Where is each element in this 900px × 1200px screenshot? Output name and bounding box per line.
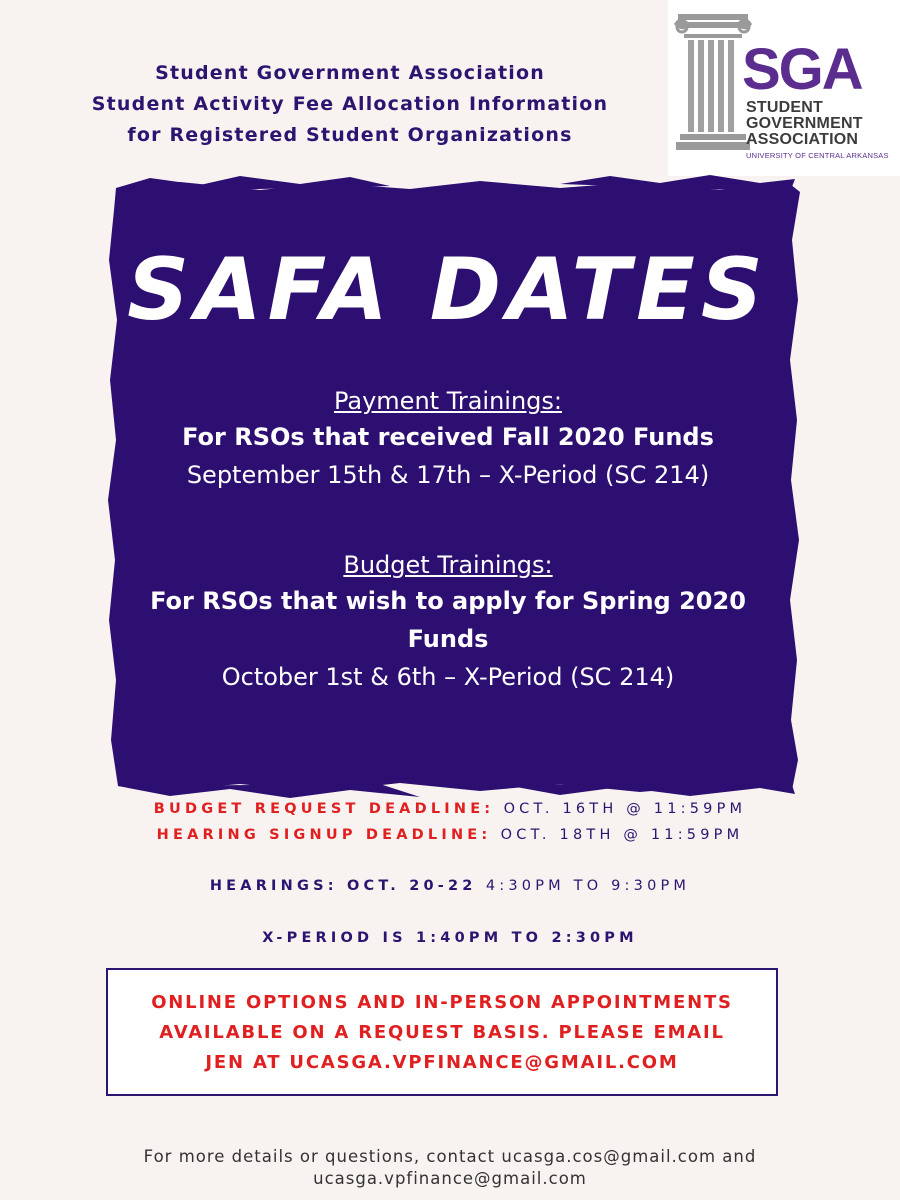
payment-trainings-heading: Payment Trainings: [334, 387, 562, 415]
hearing-signup-deadline [0, 827, 900, 843]
logo-abbr: SGA [742, 37, 862, 102]
header-line-2: Student Activity Fee Allocation Information [91, 93, 609, 115]
payment-trainings-block [108, 384, 788, 494]
budget-trainings-heading: Budget Trainings: [343, 551, 553, 579]
budget-trainings-subheading-2: Funds [407, 625, 489, 653]
footer-line-1: For more details or questions, contact ucasga.cos@gmail.com and [143, 1147, 757, 1166]
logo-line-3: ASSOCIATION [746, 131, 859, 148]
online-options-notice [106, 968, 778, 1096]
header-line-3: for Registered Student Organizations [127, 124, 573, 146]
budget-deadline-value: OCT. 16TH @ 11:59PM [503, 801, 747, 817]
budget-trainings-dates: October 1st & 6th – X-Period (SC 214) [221, 663, 675, 691]
hearings-value: 4:30PM TO 9:30PM [485, 878, 691, 894]
budget-trainings-subheading-1: For RSOs that wish to apply for Spring 2020 [150, 587, 746, 615]
logo-line-1: STUDENT [746, 99, 823, 116]
budget-request-deadline [0, 801, 900, 817]
notice-line-2: AVAILABLE ON A REQUEST BASIS. PLEASE EMAIL [159, 1022, 725, 1043]
payment-trainings-subheading: For RSOs that received Fall 2020 Funds [182, 423, 714, 451]
hearings-dates [0, 878, 900, 894]
x-period-info: X-PERIOD IS 1:40PM TO 2:30PM [262, 930, 638, 946]
safa-dates-title: SAFA DATES [127, 240, 769, 340]
budget-trainings-block [108, 548, 788, 696]
logo-line-2: GOVERNMENT [746, 115, 863, 132]
hearing-deadline-label: HEARING SIGNUP DEADLINE: [156, 827, 492, 843]
notice-line-1: ONLINE OPTIONS AND IN-PERSON APPOINTMENTS [151, 992, 733, 1013]
hearing-deadline-value: OCT. 18TH @ 11:59PM [500, 827, 744, 843]
hearings-label: HEARINGS: OCT. 20-22 [209, 878, 477, 894]
budget-deadline-label: BUDGET REQUEST DEADLINE: [153, 801, 495, 817]
header-line-1: Student Government Association [155, 62, 545, 84]
payment-trainings-dates: September 15th & 17th – X-Period (SC 214) [186, 461, 710, 489]
footer-contact [0, 1146, 900, 1190]
logo-university: UNIVERSITY OF CENTRAL ARKANSAS [746, 151, 889, 160]
footer-line-2: ucasga.vpfinance@gmail.com [313, 1169, 587, 1188]
notice-line-3: JEN AT UCASGA.VPFINANCE@GMAIL.COM [205, 1052, 679, 1073]
